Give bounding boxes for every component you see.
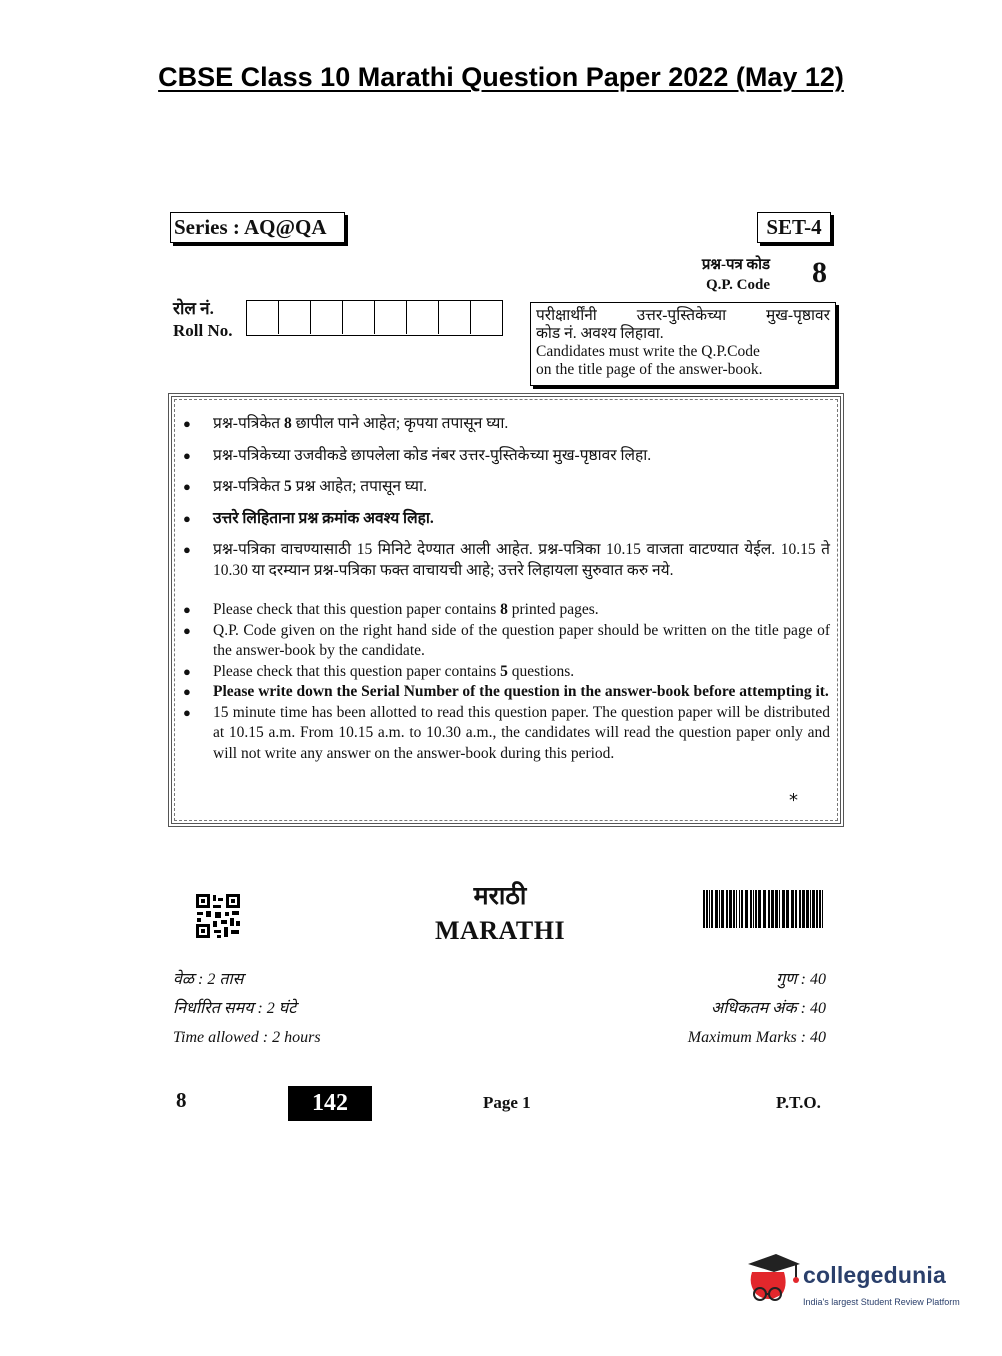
instruction-item: [180, 477, 830, 498]
qp-code-label: प्रश्न-पत्र कोड Q.P. Code: [701, 257, 770, 293]
instruction-text: Please check that this question paper contains 8 printed pages.: [213, 601, 599, 618]
barcode-icon: [703, 890, 827, 928]
bullet-icon: ●: [183, 602, 191, 617]
bullet-icon: ●: [183, 416, 191, 431]
instruction-item: [180, 509, 830, 530]
instruction-item: [180, 600, 830, 621]
collegedunia-logo-icon: [742, 1250, 802, 1308]
roll-number-boxes: [246, 300, 503, 336]
bullet-icon: ●: [183, 622, 191, 638]
star-mark: *: [789, 790, 798, 811]
bullet-icon: ●: [183, 684, 191, 699]
footer-paper-code: 142: [288, 1086, 372, 1121]
subject-marathi: मराठी: [473, 883, 527, 910]
instruction-item: [180, 540, 830, 581]
instruction-text: Please write down the Serial Number of the question in the answer-book before attempting it.: [213, 683, 829, 700]
instruction-text: प्रश्न-पत्रिकेत 8 छापील पाने आहेत; कृपया तपासून घ्या.: [213, 415, 509, 432]
instruction-item: [180, 414, 830, 435]
roll-number-label: रोल नं. Roll No.: [173, 299, 233, 340]
qr-code-icon: [195, 893, 241, 939]
maximum-marks: गुण : 40 अधिकतम अंक : 40 Maximum Marks : 40: [687, 971, 826, 1046]
document-title: CBSE Class 10 Marathi Question Paper 2022 (May 12): [158, 62, 844, 92]
footer-code-number: 8: [176, 1088, 187, 1112]
instruction-item: [180, 682, 830, 703]
roll-number-cell: [279, 301, 311, 334]
roll-number-cell: [407, 301, 439, 334]
roll-number-cell: [471, 301, 502, 334]
set-box: SET-4: [757, 212, 831, 243]
instruction-item: [180, 662, 830, 683]
instruction-text: प्रश्न-पत्रिकेच्या उजवीकडे छापलेला कोड नंबर उत्तर-पुस्तिकेच्या मुख-पृष्ठावर लिहा.: [213, 446, 652, 464]
instruction-text: प्रश्न-पत्रिकेत 5 प्रश्न आहेत; तपासून घ्या.: [213, 478, 427, 495]
roll-number-cell: [375, 301, 407, 334]
instruction-item: [180, 703, 830, 765]
bullet-icon: ●: [183, 542, 191, 557]
roll-number-cell: [311, 301, 343, 334]
series-box: Series : AQ@QA: [170, 212, 345, 243]
bullet-icon: ●: [183, 663, 191, 679]
instructions-english: [180, 600, 830, 764]
roll-number-cell: [439, 301, 471, 334]
qp-code-value: 8: [812, 256, 827, 289]
instruction-text: 15 minute time has been allotted to read this question paper. The question paper will be distributed at 10.15 a.m. From 10.15 a.m. to 10.30 a.m., the candidates will read the question paper only and will not write any answer on the answer-book during this period.: [213, 703, 830, 762]
candidate-note-box: परीक्षार्थींनी उत्तर-पुस्तिकेच्या मुख-पृष्ठावर कोड नं. अवश्य लिहावा. Candidates must write the Q.P.Code on the title page of the answer-book.: [530, 302, 836, 386]
instruction-text: उत्तरे लिहिताना प्रश्न क्रमांक अवश्य लिहा.: [213, 509, 434, 527]
collegedunia-logo-text: collegedunia: [803, 1262, 946, 1288]
subject-english: MARATHI: [434, 916, 566, 945]
instructions-marathi: [180, 414, 830, 592]
collegedunia-tagline: India's largest Student Review Platform: [803, 1297, 960, 1307]
instruction-text: Q.P. Code given on the right hand side of the question paper should be written on the title page of the answer-book by the candidate.: [213, 621, 830, 659]
page-number: Page 1: [483, 1093, 531, 1112]
bullet-icon: ●: [183, 510, 191, 526]
instruction-text: प्रश्न-पत्रिका वाचण्यासाठी 15 मिनिटे देण्यात आली आहेत. प्रश्न-पत्रिका 10.15 वाजता वाटण्यात येईल. 10.15 ते 10.30 या दरम्यान प्रश्न-पत्रिका फक्त वाचायची आहे; उत्तरे लिहायला सुरुवात करु नये.: [213, 541, 830, 579]
time-allowed: वेळ : 2 तास निर्धारित समय : 2 घंटे Time allowed : 2 hours: [173, 971, 321, 1046]
roll-number-cell: [343, 301, 375, 334]
bullet-icon: ●: [183, 479, 191, 494]
roll-number-cell: [247, 301, 279, 334]
pto-label: P.T.O.: [776, 1093, 821, 1112]
instruction-text: Please check that this question paper contains 5 questions.: [213, 662, 575, 680]
instruction-item: [180, 621, 830, 662]
bullet-icon: ●: [183, 704, 191, 720]
bullet-icon: ●: [183, 447, 191, 463]
instruction-item: [180, 446, 830, 467]
